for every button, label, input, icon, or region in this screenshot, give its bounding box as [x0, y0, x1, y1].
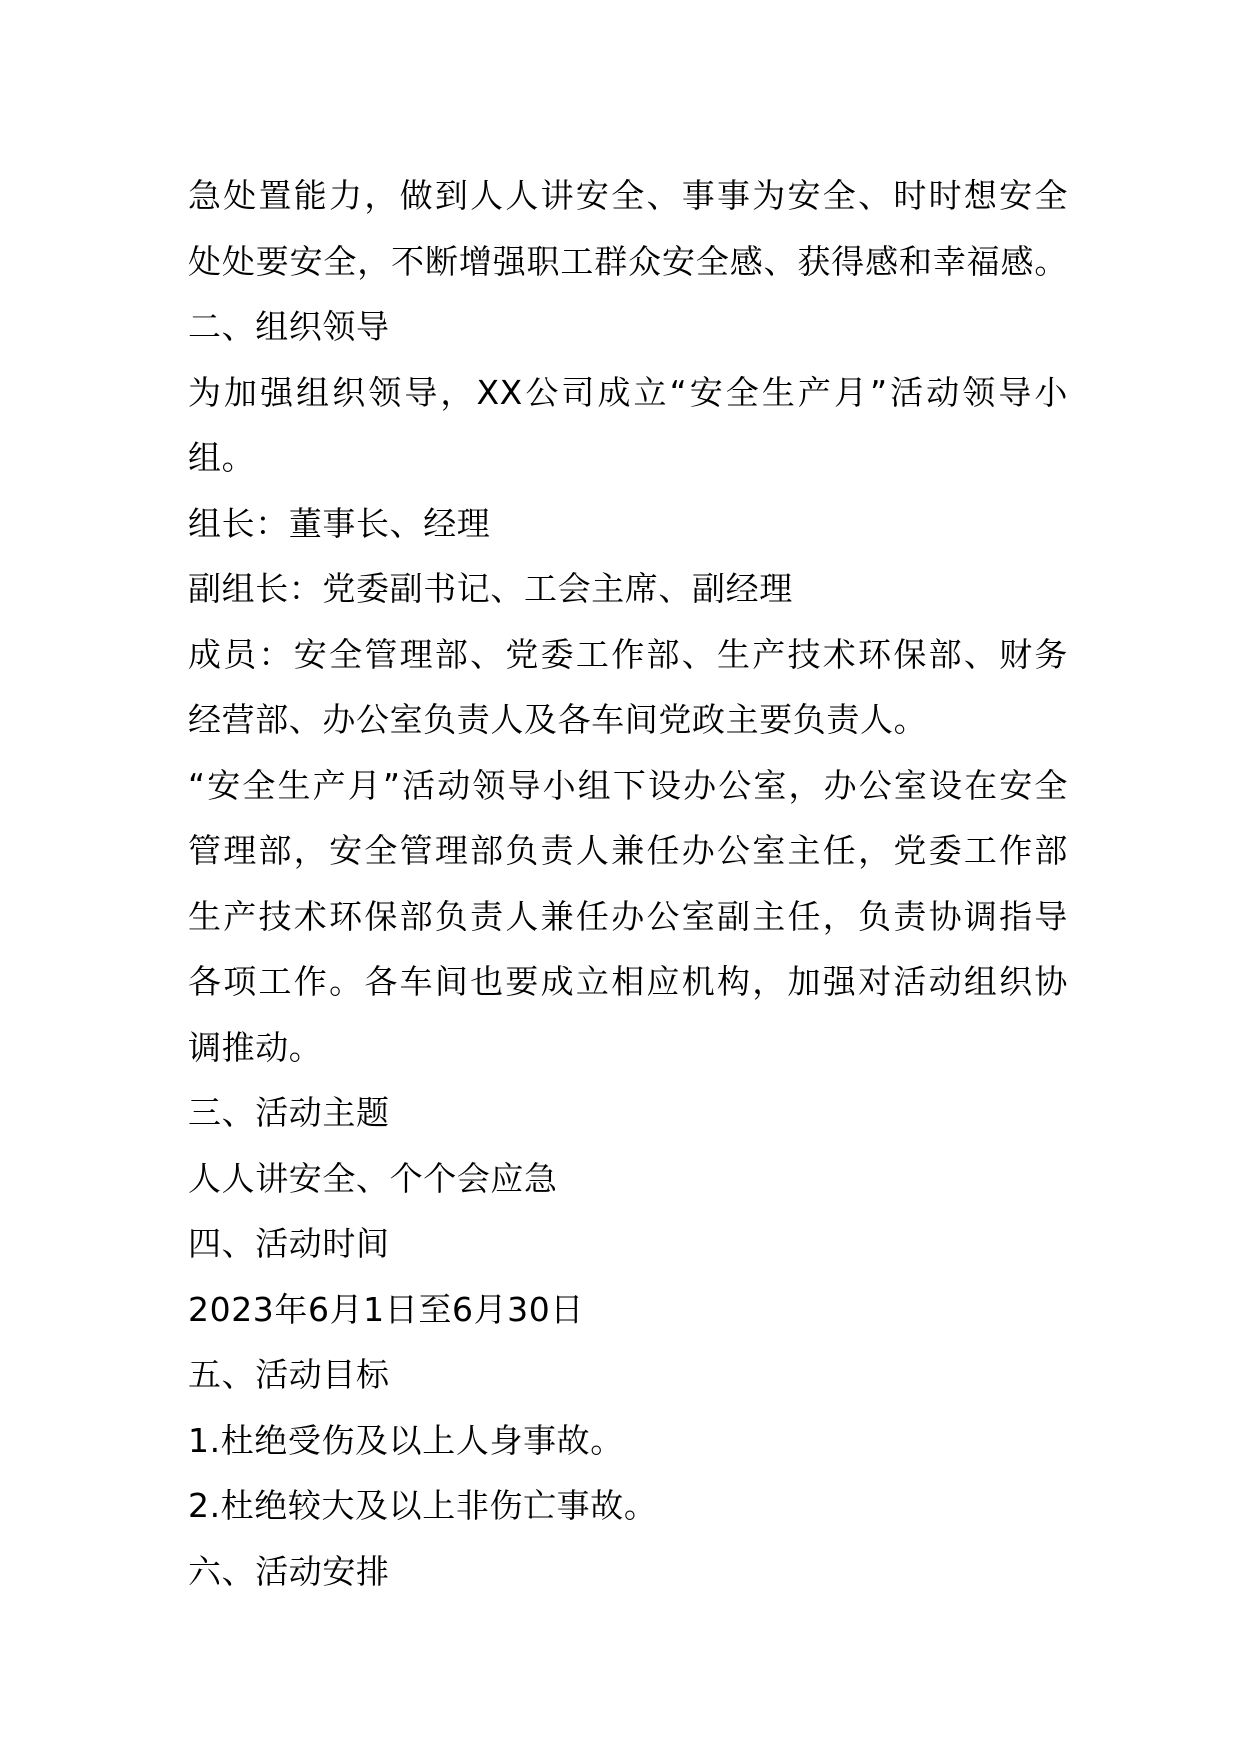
- section-heading: 五、活动目标: [188, 1355, 390, 1394]
- paragraph-line: 管理部，安全管理部负责人兼任办公室主任，党委工作部: [188, 831, 1068, 870]
- list-item: 2.杜绝较大及以上非伤亡事故。: [188, 1486, 658, 1525]
- paragraph-line: 调推动。: [188, 1027, 323, 1067]
- paragraph-line: 各项工作。各车间也要成立相应机构，加强对活动组织协: [188, 962, 1068, 1001]
- paragraph-line: 为加强组织领导，XX公司成立“安全生产月”活动领导小: [188, 372, 1068, 412]
- paragraph-line: 人人讲安全、个个会应急: [188, 1158, 558, 1198]
- section-heading: 四、活动时间: [188, 1224, 390, 1263]
- list-item: 1.杜绝受伤及以上人身事故。: [188, 1420, 624, 1460]
- paragraph-line: 经营部、办公室负责人及各车间党政主要负责人。: [188, 700, 928, 739]
- paragraph-line: 组。: [188, 438, 256, 477]
- paragraph-line: 2023年6月1日至6月30日: [188, 1289, 584, 1329]
- paragraph-line: 成员：安全管理部、党委工作部、生产技术环保部、财务: [188, 634, 1068, 674]
- paragraph-line: 处处要安全，不断增强职工群众安全感、获得感和幸福感。: [188, 241, 1068, 281]
- section-heading: 六、活动安排: [188, 1551, 390, 1591]
- section-heading: 二、组织领导: [188, 307, 390, 346]
- paragraph-line: 急处置能力，做到人人讲安全、事事为安全、时时想安全: [188, 176, 1068, 215]
- section-heading: 三、活动主题: [188, 1093, 390, 1132]
- paragraph-line: 副组长：党委副书记、工会主席、副经理: [188, 569, 793, 608]
- paragraph-line: “安全生产月”活动领导小组下设办公室，办公室设在安全: [188, 765, 1068, 805]
- paragraph-line: 生产技术环保部负责人兼任办公室副主任，负责协调指导: [188, 896, 1068, 936]
- paragraph-line: 组长：董事长、经理: [188, 503, 491, 543]
- document-body: [188, 163, 1068, 1604]
